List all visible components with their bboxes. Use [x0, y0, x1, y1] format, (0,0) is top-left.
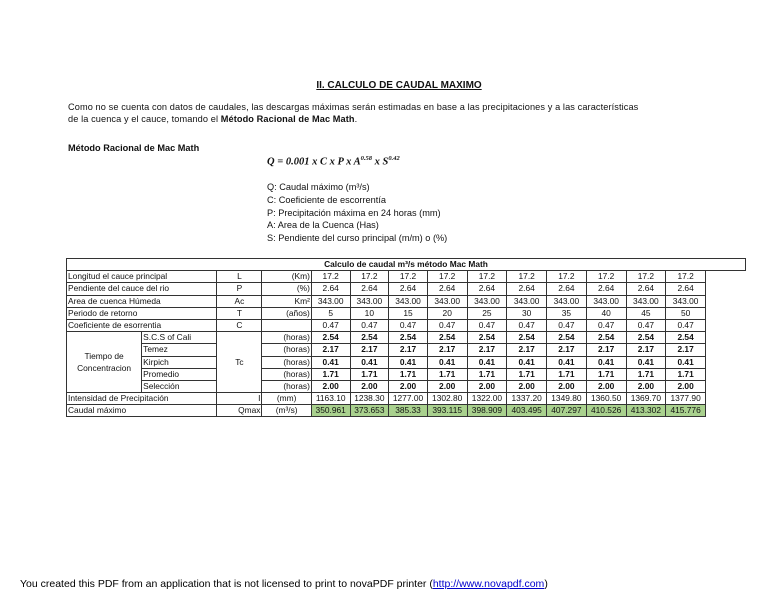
value-cell: 1163.10: [311, 393, 350, 405]
value-cell: 0.41: [427, 356, 467, 368]
value-cell: 1369.70: [626, 393, 666, 405]
value-cell: 2.17: [427, 344, 467, 356]
value-cell: 2.54: [507, 332, 547, 344]
value-cell: 1349.80: [547, 393, 587, 405]
table-row: [67, 283, 746, 295]
value-cell: 17.2: [427, 271, 467, 283]
row-unit: (horas): [262, 344, 311, 356]
tc-method: Temez: [142, 344, 217, 356]
row-unit: (%): [262, 283, 311, 295]
tc-method: S.C.S of Cali: [142, 332, 217, 344]
value-cell: 2.00: [311, 380, 350, 392]
value-cell: 1337.20: [507, 393, 547, 405]
value-cell: 0.47: [467, 319, 507, 331]
value-cell: 10: [350, 307, 389, 319]
table-row: [67, 319, 746, 331]
value-cell: 0.47: [626, 319, 666, 331]
value-cell: 40: [586, 307, 626, 319]
value-cell: 1277.00: [389, 393, 428, 405]
value-cell: 0.41: [467, 356, 507, 368]
value-cell: 17.2: [389, 271, 428, 283]
value-cell: 1.71: [586, 368, 626, 380]
row-symbol: L: [217, 271, 262, 283]
value-cell: 2.54: [547, 332, 587, 344]
value-cell: 0.41: [666, 356, 706, 368]
value-cell: 0.41: [311, 356, 350, 368]
value-cell: 2.17: [507, 344, 547, 356]
value-cell: 2.00: [427, 380, 467, 392]
value-cell: 1377.90: [666, 393, 706, 405]
row-unit: (horas): [262, 332, 311, 344]
formula-legend: [267, 181, 447, 245]
table-row: [67, 332, 746, 344]
value-cell: 343.00: [427, 295, 467, 307]
value-cell: 17.2: [350, 271, 389, 283]
intensity-row: [67, 393, 746, 405]
value-cell: 17.2: [311, 271, 350, 283]
value-cell: 2.64: [389, 283, 428, 295]
value-cell: 2.17: [311, 344, 350, 356]
value-cell: 343.00: [586, 295, 626, 307]
table-caption-row: [67, 259, 746, 271]
value-cell: 0.41: [547, 356, 587, 368]
value-cell: 2.54: [311, 332, 350, 344]
qmax-cell: 393.115: [427, 405, 467, 417]
value-cell: 1.71: [389, 368, 428, 380]
qmax-row: [67, 405, 746, 417]
value-cell: 25: [467, 307, 507, 319]
value-cell: 2.64: [586, 283, 626, 295]
value-cell: 2.17: [626, 344, 666, 356]
qmax-cell: 398.909: [467, 405, 507, 417]
table-row: [67, 271, 746, 283]
value-cell: 1.71: [666, 368, 706, 380]
value-cell: 17.2: [626, 271, 666, 283]
row-unit: Km²: [262, 295, 311, 307]
value-cell: 2.00: [350, 380, 389, 392]
value-cell: 0.41: [389, 356, 428, 368]
value-cell: 2.17: [666, 344, 706, 356]
value-cell: 2.00: [389, 380, 428, 392]
row-symbol: Qmax: [217, 405, 262, 417]
qmax-cell: 373.653: [350, 405, 389, 417]
qmax-cell: 415.776: [666, 405, 706, 417]
value-cell: 343.00: [350, 295, 389, 307]
qmax-cell: 403.495: [507, 405, 547, 417]
table-row: [67, 344, 746, 356]
value-cell: 0.47: [507, 319, 547, 331]
method-name-inline: Método Racional de Mac Math: [220, 114, 355, 124]
value-cell: 2.64: [350, 283, 389, 295]
row-symbol: Ac: [217, 295, 262, 307]
value-cell: 30: [507, 307, 547, 319]
value-cell: 2.00: [467, 380, 507, 392]
value-cell: 17.2: [547, 271, 587, 283]
value-cell: 1.71: [547, 368, 587, 380]
value-cell: 1.71: [311, 368, 350, 380]
value-cell: 1.71: [350, 368, 389, 380]
value-cell: 343.00: [507, 295, 547, 307]
footer-notice: You created this PDF from an application that is not licensed to print to novaPDF printer (http://www.novapdf.com): [20, 578, 548, 590]
value-cell: 343.00: [547, 295, 587, 307]
row-unit: (horas): [262, 380, 311, 392]
tc-method: Kirpich: [142, 356, 217, 368]
value-cell: 2.17: [467, 344, 507, 356]
value-cell: 2.17: [547, 344, 587, 356]
row-unit: (años): [262, 307, 311, 319]
value-cell: 2.00: [507, 380, 547, 392]
value-cell: 2.54: [350, 332, 389, 344]
tc-label-line: Tiempo de: [84, 351, 124, 362]
value-cell: 1.71: [507, 368, 547, 380]
table-row: [67, 356, 746, 368]
row-symbol: P: [217, 283, 262, 295]
qmax-cell: 350.961: [311, 405, 350, 417]
value-cell: 2.17: [586, 344, 626, 356]
value-cell: 17.2: [586, 271, 626, 283]
legend-item: S: Pendiente del curso principal (m/m) o (%): [267, 233, 448, 244]
value-cell: 0.47: [666, 319, 706, 331]
value-cell: 2.54: [467, 332, 507, 344]
value-cell: 1238.30: [350, 393, 389, 405]
value-cell: 2.00: [666, 380, 706, 392]
row-unit: (m³/s): [262, 405, 311, 417]
value-cell: 45: [626, 307, 666, 319]
value-cell: 17.2: [666, 271, 706, 283]
value-cell: 343.00: [467, 295, 507, 307]
value-cell: 0.41: [586, 356, 626, 368]
row-label: Intensidad de Precipitación: [67, 393, 217, 405]
value-cell: 343.00: [389, 295, 428, 307]
value-cell: 2.64: [666, 283, 706, 295]
tc-label-line: Concentracion: [77, 363, 132, 374]
value-cell: 2.00: [626, 380, 666, 392]
row-unit: [262, 319, 311, 331]
intro-line-2: de la cuenca y el cauce, tomando el Método Racional de Mac Math.: [68, 114, 358, 124]
value-cell: 15: [389, 307, 428, 319]
legend-item: C: Coeficiente de escorrentía: [267, 194, 386, 205]
value-cell: 50: [666, 307, 706, 319]
value-cell: 0.47: [350, 319, 389, 331]
value-cell: 2.54: [666, 332, 706, 344]
row-unit: (mm): [262, 393, 311, 405]
value-cell: 17.2: [467, 271, 507, 283]
tc-symbol: Tc: [217, 332, 262, 393]
qmax-cell: 410.526: [586, 405, 626, 417]
qmax-cell: 385.33: [389, 405, 428, 417]
value-cell: 343.00: [666, 295, 706, 307]
row-label: Pendiente del cauce del rio: [67, 283, 217, 295]
intro-paragraph: [68, 101, 668, 125]
value-cell: 2.54: [586, 332, 626, 344]
row-label: Caudal máximo: [67, 405, 217, 417]
value-cell: 0.41: [626, 356, 666, 368]
value-cell: 2.54: [389, 332, 428, 344]
value-cell: 1.71: [467, 368, 507, 380]
value-cell: 0.47: [547, 319, 587, 331]
value-cell: 0.47: [586, 319, 626, 331]
value-cell: 5: [311, 307, 350, 319]
value-cell: 343.00: [311, 295, 350, 307]
tc-method: Promedio: [142, 368, 217, 380]
table-caption: Calculo de caudal m³/s método Mac Math: [67, 259, 746, 271]
legend-item: P: Precipitación máxima en 24 horas (mm): [267, 207, 441, 218]
row-symbol: I: [217, 393, 262, 405]
row-symbol: T: [217, 307, 262, 319]
qmax-cell: 407.297: [547, 405, 587, 417]
table-row: [67, 368, 746, 380]
qmax-cell: 413.302: [626, 405, 666, 417]
legend-item: A: Area de la Cuenca (Has): [267, 220, 379, 231]
intro-line-1: Como no se cuenta con datos de caudales, las descargas máximas serán estimadas en base a las precipitaciones y a las características: [68, 102, 639, 112]
section-title: II. CALCULO DE CAUDAL MAXIMO: [316, 80, 482, 91]
value-cell: 1302.80: [427, 393, 467, 405]
row-unit: (horas): [262, 368, 311, 380]
value-cell: 0.41: [350, 356, 389, 368]
value-cell: 20: [427, 307, 467, 319]
row-label: Area de cuenca Húmeda: [67, 295, 217, 307]
value-cell: 2.64: [311, 283, 350, 295]
table-row: [67, 295, 746, 307]
row-symbol: C: [217, 319, 262, 331]
value-cell: 1.71: [427, 368, 467, 380]
value-cell: 2.64: [626, 283, 666, 295]
table-row: [67, 380, 746, 392]
value-cell: 2.64: [467, 283, 507, 295]
value-cell: 0.47: [389, 319, 428, 331]
value-cell: 1.71: [626, 368, 666, 380]
value-cell: 35: [547, 307, 587, 319]
value-cell: 2.64: [427, 283, 467, 295]
value-cell: 1322.00: [467, 393, 507, 405]
value-cell: 2.00: [586, 380, 626, 392]
table-row: [67, 307, 746, 319]
row-label: Longitud el cauce principal: [67, 271, 217, 283]
row-label: Coeficiente de esorrentia: [67, 319, 217, 331]
value-cell: 0.47: [311, 319, 350, 331]
tc-group-label: [67, 332, 142, 393]
value-cell: 2.54: [427, 332, 467, 344]
method-heading: Método Racional de Mac Math: [68, 143, 200, 153]
value-cell: 343.00: [626, 295, 666, 307]
tc-method: Selección: [142, 380, 217, 392]
value-cell: 2.64: [507, 283, 547, 295]
value-cell: 2.17: [389, 344, 428, 356]
novapdf-link[interactable]: http://www.novapdf.com: [432, 578, 545, 590]
row-unit: (horas): [262, 356, 311, 368]
value-cell: 0.47: [427, 319, 467, 331]
value-cell: 17.2: [507, 271, 547, 283]
calculation-table: [66, 258, 746, 417]
formula: Q = 0.001 x C x P x $A^{0.58}$ x $S^{0.42}$: [267, 155, 400, 168]
value-cell: 0.41: [507, 356, 547, 368]
value-cell: 1360.50: [586, 393, 626, 405]
value-cell: 2.64: [547, 283, 587, 295]
value-cell: 2.54: [626, 332, 666, 344]
value-cell: 2.17: [350, 344, 389, 356]
row-unit: (Km): [262, 271, 311, 283]
legend-item: Q: Caudal máximo (m³/s): [267, 182, 370, 192]
value-cell: 2.00: [547, 380, 587, 392]
row-label: Periodo de retorno: [67, 307, 217, 319]
